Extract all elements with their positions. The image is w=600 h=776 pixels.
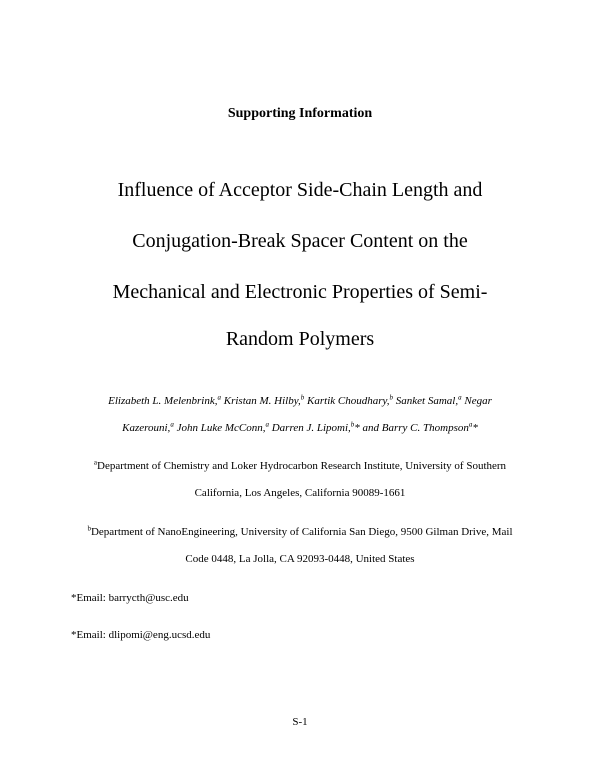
author-name: John Luke McConn,	[173, 422, 266, 434]
author-name: Kazerouni,	[122, 422, 171, 434]
page-number: S-1	[292, 716, 308, 728]
author-affiliation-marker: b	[389, 393, 394, 402]
author-name: Kristan M. Hilby,	[221, 395, 301, 407]
author-list-line-1	[0, 394, 600, 408]
paper-title-line-2: Conjugation-Break Spacer Content on the	[132, 230, 468, 252]
affiliation-text: Department of Chemistry and Loker Hydrocarbon Research Institute, University of Southern	[97, 460, 507, 472]
author-name: * and Barry C. Thompson	[354, 422, 469, 434]
affiliation-marker: a	[93, 458, 98, 467]
paper-title-line-1: Influence of Acceptor Side-Chain Length and	[117, 179, 483, 201]
author-name: Elizabeth L. Melenbrink,	[108, 395, 218, 407]
affiliation-a-line-2: California, Los Angeles, California 90089-1661	[194, 487, 406, 499]
author-affiliation-marker: a	[170, 420, 174, 429]
corresponding-email-2: *Email: dlipomi@eng.ucsd.edu	[71, 629, 211, 641]
author-affiliation-marker: b	[350, 420, 355, 429]
author-affiliation-marker: a	[468, 420, 473, 429]
supporting-information-heading: Supporting Information	[227, 106, 373, 121]
author-name: Kartik Choudhary,	[304, 395, 390, 407]
author-affiliation-marker: b	[300, 393, 305, 402]
author-affiliation-marker: a	[458, 393, 462, 402]
author-affiliation-marker: a	[217, 393, 221, 402]
affiliation-text: Department of NanoEngineering, University of California San Diego, 9500 Gilman Drive, Mail	[90, 526, 513, 538]
author-affiliation-marker: a	[265, 420, 269, 429]
affiliation-b-line-2: Code 0448, La Jolla, CA 92093-0448, United States	[185, 553, 415, 565]
paper-title-line-3: Mechanical and Electronic Properties of Semi-	[112, 281, 488, 303]
author-name: Negar	[461, 395, 492, 407]
paper-title-line-4: Random Polymers	[225, 328, 375, 350]
corresponding-author-marker: *	[472, 422, 478, 434]
affiliation-a-line-1	[0, 459, 600, 473]
corresponding-email-1: *Email: barrycth@usc.edu	[71, 592, 189, 604]
affiliation-b-line-1	[0, 525, 600, 539]
author-list-line-2	[0, 421, 600, 435]
author-name: Darren J. Lipomi,	[268, 422, 351, 434]
author-name: Sanket Samal,	[393, 395, 459, 407]
affiliation-marker: b	[87, 524, 91, 533]
